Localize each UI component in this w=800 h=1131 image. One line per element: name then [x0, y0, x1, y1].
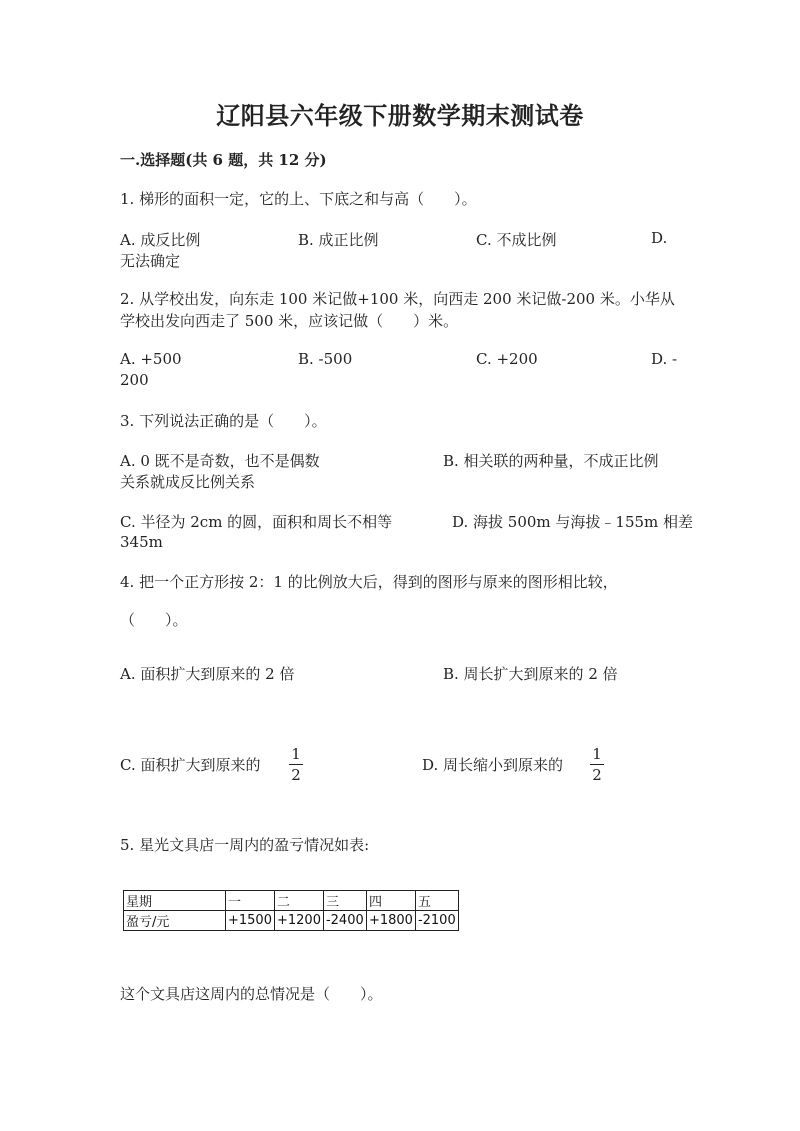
question-2-stem-line-1: 2. 从学校出发，向东走 100 米记做+100 米，向西走 200 米记做-200 米。小华从 — [120, 290, 675, 308]
fraction-bar — [590, 764, 604, 765]
table-header-cell: 二 — [274, 891, 323, 911]
table-header-cell: 一 — [226, 891, 275, 911]
table-cell: +1500 — [226, 911, 275, 931]
question-4-option-d[interactable]: D. 周长缩小到原来的 — [422, 756, 564, 774]
question-5-stem: 5. 星光文具店一周内的盈亏情况如表: — [120, 836, 370, 854]
question-3-option-a[interactable]: A. 0 既不是奇数，也不是偶数 — [120, 452, 320, 470]
table-header-cell: 四 — [366, 891, 415, 911]
question-4-stem-line-2: （ ）。 — [120, 611, 188, 629]
fraction-numerator: 1 — [592, 745, 602, 763]
table-cell: +1200 — [274, 911, 323, 931]
question-4-option-c[interactable]: C. 面积扩大到原来的 — [120, 756, 261, 774]
question-2-stem-line-2: 学校出发向西走了 500 米，应该记做（ ）米。 — [120, 312, 459, 330]
table-header-row — [124, 891, 459, 911]
question-3-stem: 3. 下列说法正确的是（ ）。 — [120, 412, 327, 430]
table-cell: 盈亏/元 — [124, 911, 226, 931]
question-4-option-c-fraction — [289, 745, 303, 784]
question-3-option-b-line-1[interactable]: B. 相关联的两种量，不成正比例 — [443, 452, 659, 470]
fraction-numerator: 1 — [291, 745, 301, 763]
question-1-option-a[interactable]: A. 成反比例 — [120, 231, 201, 249]
question-3-option-d-line-2[interactable]: 345m — [120, 533, 163, 551]
page-title: 辽阳县六年级下册数学期末测试卷 — [216, 101, 584, 130]
question-3-option-d-line-1[interactable]: D. 海拔 500m 与海拔﹣155m 相差 — [452, 513, 694, 531]
question-1-option-d-text[interactable]: 无法确定 — [120, 252, 181, 270]
question-4-option-d-fraction — [590, 745, 604, 784]
question-3-option-b-line-2[interactable]: 关系就成反比例关系 — [120, 473, 256, 491]
question-2-option-c[interactable]: C. +200 — [476, 350, 538, 368]
table-cell: -2400 — [323, 911, 366, 931]
question-3-option-c[interactable]: C. 半径为 2cm 的圆，面积和周长不相等 — [120, 513, 393, 531]
table-header-cell: 星期 — [124, 891, 226, 911]
question-1-option-d-label[interactable]: D. — [651, 229, 668, 247]
fraction-denominator: 2 — [291, 766, 301, 784]
table-header-cell: 三 — [323, 891, 366, 911]
question-5-question: 这个文具店这周内的总情况是（ ）。 — [120, 985, 383, 1003]
section-heading: 一.选择题(共 6 题，共 12 分) — [120, 151, 327, 169]
question-1-option-c[interactable]: C. 不成比例 — [476, 231, 557, 249]
question-2-option-d-label[interactable]: D. - — [651, 350, 678, 368]
table-row — [124, 911, 459, 931]
profit-loss-table — [123, 890, 459, 931]
fraction-bar — [289, 764, 303, 765]
table-header-cell: 五 — [415, 891, 458, 911]
question-1-stem: 1. 梯形的面积一定，它的上、下底之和与高（ ）。 — [120, 190, 477, 208]
question-4-option-b[interactable]: B. 周长扩大到原来的 2 倍 — [443, 665, 618, 683]
question-4-option-a[interactable]: A. 面积扩大到原来的 2 倍 — [120, 665, 295, 683]
question-2-option-a[interactable]: A. +500 — [120, 350, 182, 368]
question-1-option-b[interactable]: B. 成正比例 — [298, 231, 379, 249]
fraction-denominator: 2 — [592, 766, 602, 784]
table-cell: -2100 — [415, 911, 458, 931]
question-4-stem-line-1: 4. 把一个正方形按 2：1 的比例放大后，得到的图形与原来的图形相比较， — [120, 573, 618, 591]
table-cell: +1800 — [366, 911, 415, 931]
question-2-option-b[interactable]: B. -500 — [298, 350, 353, 368]
question-2-option-d-text[interactable]: 200 — [120, 371, 149, 389]
